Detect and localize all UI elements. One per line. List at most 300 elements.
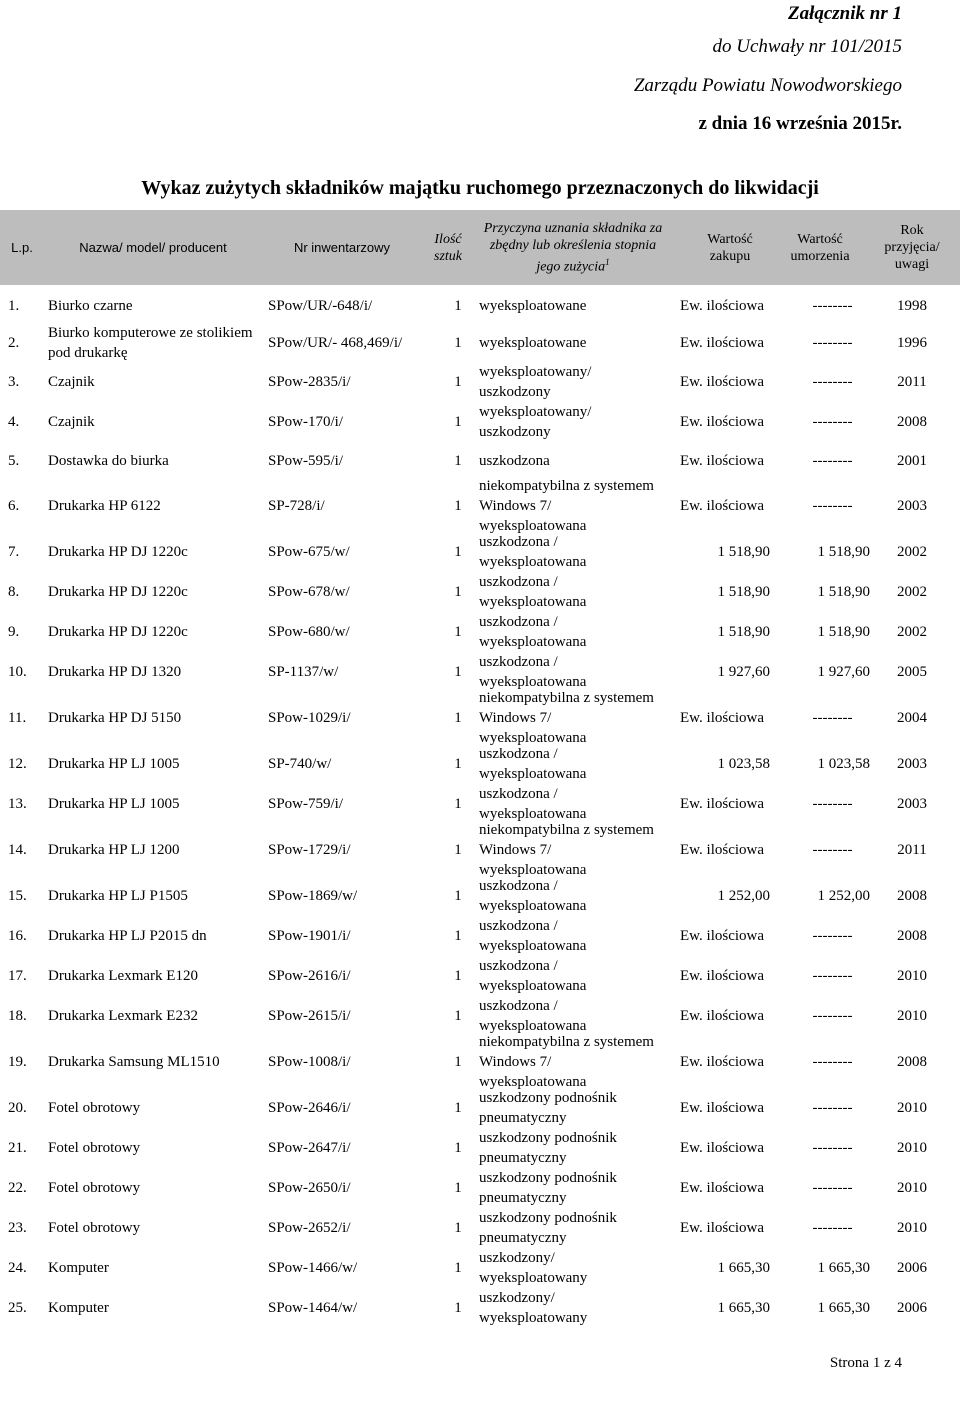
cell-reason: [479, 876, 659, 916]
cell-purchase-value-text: Ew. ilościowa: [680, 1008, 765, 1024]
cell-reason-text: wyeksploatowane: [479, 298, 587, 314]
cell-inventory-text: SPow-2650/i/: [268, 1180, 351, 1196]
cell-year: [882, 1128, 942, 1168]
resolution-number: do Uchwały nr 101/2015: [712, 36, 902, 57]
cell-lp-text: 23.: [8, 1220, 27, 1236]
table-row: [0, 996, 960, 1036]
cell-purchase-value: [680, 1168, 792, 1208]
cell-lp-text: 11.: [8, 710, 27, 726]
cell-name-text: Drukarka Lexmark E120: [48, 968, 198, 984]
cell-quantity: [448, 324, 468, 362]
cell-quantity: [448, 824, 468, 876]
table-row: [0, 916, 960, 956]
cell-year: [882, 532, 942, 572]
cell-depreciation-text: --------: [812, 298, 853, 314]
cell-purchase-value: [680, 480, 792, 532]
cell-year: [882, 692, 942, 744]
cell-purchase-value: [680, 288, 792, 324]
cell-reason: [479, 324, 659, 362]
table-row: [0, 824, 960, 876]
cell-name: [48, 1208, 258, 1248]
cell-quantity-text: 1: [454, 842, 462, 858]
cell-name: [48, 362, 258, 402]
cell-depreciation: [795, 1036, 870, 1088]
cell-year-text: 2003: [897, 756, 927, 772]
cell-lp-text: 9.: [8, 624, 20, 640]
cell-depreciation-text: --------: [812, 842, 853, 858]
table-row: [0, 288, 960, 324]
cell-lp: [8, 612, 40, 652]
cell-purchase-value: [680, 996, 792, 1036]
cell-inventory-text: SPow-2652/i/: [268, 1220, 351, 1236]
cell-depreciation-text: --------: [812, 710, 853, 726]
cell-inventory-text: SPow-675/w/: [268, 544, 350, 560]
cell-lp-text: 18.: [8, 1008, 27, 1024]
cell-lp: [8, 784, 40, 824]
cell-depreciation: [795, 362, 870, 402]
cell-depreciation-text: --------: [812, 1054, 853, 1070]
cell-inventory-text: SPow-2616/i/: [268, 968, 351, 984]
cell-inventory: [268, 1208, 448, 1248]
cell-year-text: 1998: [897, 298, 927, 314]
cell-inventory: [268, 1248, 448, 1288]
cell-lp-text: 8.: [8, 584, 20, 600]
table-row: [0, 442, 960, 480]
col-header-depreciation-label: Wartość umorzenia: [790, 231, 850, 264]
cell-inventory: [268, 288, 448, 324]
cell-depreciation-text: --------: [812, 928, 853, 944]
cell-depreciation: [795, 916, 870, 956]
table-row: [0, 532, 960, 572]
cell-year: [882, 1088, 942, 1128]
cell-inventory: [268, 324, 448, 362]
cell-reason: [479, 1088, 659, 1128]
cell-lp-text: 5.: [8, 453, 20, 469]
cell-lp-text: 1.: [8, 298, 20, 314]
cell-name: [48, 612, 258, 652]
cell-inventory: [268, 784, 448, 824]
table-row: [0, 876, 960, 916]
table-row: [0, 1036, 960, 1088]
cell-purchase-value: [680, 572, 770, 612]
cell-reason-text: uszkodzona / wyeksploatowana: [479, 878, 587, 914]
cell-depreciation: [792, 572, 870, 612]
cell-quantity: [448, 442, 468, 480]
cell-quantity-text: 1: [454, 498, 462, 514]
cell-year-text: 2010: [897, 1180, 927, 1196]
cell-inventory-text: SPow-759/i/: [268, 796, 344, 812]
cell-lp-text: 12.: [8, 756, 27, 772]
cell-lp-text: 16.: [8, 928, 27, 944]
cell-name-text: Drukarka HP DJ 1220c: [48, 624, 188, 640]
cell-depreciation: [795, 288, 870, 324]
cell-purchase-value: [680, 744, 770, 784]
cell-depreciation: [792, 1248, 870, 1288]
cell-lp: [8, 916, 40, 956]
cell-lp-text: 6.: [8, 498, 20, 514]
cell-quantity-text: 1: [454, 335, 462, 351]
cell-year-text: 2001: [897, 453, 927, 469]
cell-name-text: Drukarka HP DJ 1220c: [48, 544, 188, 560]
cell-reason-text: wyeksploatowane: [479, 335, 587, 351]
cell-year: [882, 1036, 942, 1088]
cell-depreciation: [792, 532, 870, 572]
cell-year-text: 2006: [897, 1260, 927, 1276]
cell-purchase-value: [680, 362, 792, 402]
cell-depreciation: [795, 784, 870, 824]
cell-lp: [8, 532, 40, 572]
cell-year-text: 2010: [897, 1140, 927, 1156]
cell-depreciation-text: 1 927,60: [817, 664, 870, 680]
cell-name: [48, 1248, 258, 1288]
cell-purchase-value-text: Ew. ilościowa: [680, 453, 765, 469]
table-row: [0, 1168, 960, 1208]
col-header-inventory: Nr inwentarzowy: [293, 240, 391, 255]
cell-quantity-text: 1: [454, 756, 462, 772]
cell-inventory-text: SPow-1464/w/: [268, 1300, 358, 1316]
cell-quantity-text: 1: [454, 1220, 462, 1236]
cell-purchase-value: [680, 916, 792, 956]
cell-name-text: Fotel obrotowy: [48, 1180, 141, 1196]
cell-depreciation-text: --------: [812, 414, 853, 430]
cell-quantity-text: 1: [454, 1180, 462, 1196]
cell-depreciation: [795, 402, 870, 442]
cell-lp: [8, 1088, 40, 1128]
cell-depreciation-text: 1 518,90: [817, 624, 870, 640]
cell-depreciation-text: --------: [812, 453, 853, 469]
cell-purchase-value-text: 1 023,58: [717, 756, 770, 772]
cell-purchase-value: [680, 1248, 770, 1288]
cell-lp-text: 25.: [8, 1300, 27, 1316]
cell-quantity: [448, 1036, 468, 1088]
cell-name: [48, 442, 258, 480]
cell-year: [882, 362, 942, 402]
cell-inventory-text: SPow-595/i/: [268, 453, 344, 469]
cell-depreciation: [795, 1128, 870, 1168]
table-row: [0, 784, 960, 824]
cell-depreciation: [792, 652, 870, 692]
cell-purchase-value-text: 1 665,30: [717, 1260, 770, 1276]
cell-year-text: 2011: [897, 374, 927, 390]
cell-reason: [479, 1208, 659, 1248]
cell-reason: [479, 572, 659, 612]
cell-reason-text: uszkodzony/ wyeksploatowany: [479, 1250, 588, 1286]
cell-reason: [479, 1248, 659, 1288]
cell-name-text: Drukarka HP LJ 1005: [48, 756, 180, 772]
cell-purchase-value-text: Ew. ilościowa: [680, 498, 765, 514]
cell-name-text: Drukarka HP DJ 5150: [48, 710, 182, 726]
cell-name: [48, 480, 258, 532]
cell-depreciation: [795, 956, 870, 996]
cell-lp: [8, 956, 40, 996]
cell-year: [882, 1208, 942, 1248]
attachment-header: [482, 0, 902, 143]
cell-reason-text: niekompatybilna z systemem Windows 7/ wyeksploatowana: [479, 1034, 654, 1090]
cell-quantity-text: 1: [454, 710, 462, 726]
cell-name: [48, 288, 258, 324]
cell-reason: [479, 956, 659, 996]
cell-purchase-value-text: Ew. ilościowa: [680, 1180, 765, 1196]
cell-reason: [479, 402, 659, 442]
cell-depreciation: [795, 692, 870, 744]
cell-purchase-value: [680, 652, 770, 692]
cell-year: [882, 288, 942, 324]
cell-purchase-value-text: Ew. ilościowa: [680, 1054, 765, 1070]
cell-purchase-value-text: Ew. ilościowa: [680, 1100, 765, 1116]
cell-reason: [479, 996, 659, 1036]
cell-year: [882, 956, 942, 996]
table-row: [0, 362, 960, 402]
cell-depreciation-text: --------: [812, 1100, 853, 1116]
cell-year: [882, 824, 942, 876]
cell-reason: [479, 1128, 659, 1168]
cell-name: [48, 324, 258, 362]
cell-lp: [8, 652, 40, 692]
cell-name-text: Drukarka HP LJ P1505: [48, 888, 188, 904]
cell-purchase-value-text: Ew. ilościowa: [680, 1140, 765, 1156]
cell-inventory-text: SPow-2615/i/: [268, 1008, 351, 1024]
cell-purchase-value: [680, 532, 770, 572]
cell-year-text: 2008: [897, 888, 927, 904]
cell-year-text: 2010: [897, 1100, 927, 1116]
cell-name-text: Komputer: [48, 1260, 109, 1276]
cell-reason: [479, 532, 659, 572]
cell-inventory: [268, 744, 448, 784]
cell-lp: [8, 824, 40, 876]
cell-year-text: 1996: [897, 335, 927, 351]
cell-year: [882, 996, 942, 1036]
cell-reason: [479, 1168, 659, 1208]
cell-year-text: 2002: [897, 584, 927, 600]
cell-lp-text: 10.: [8, 664, 27, 680]
cell-lp-text: 17.: [8, 968, 27, 984]
cell-quantity: [448, 956, 468, 996]
cell-quantity-text: 1: [454, 1008, 462, 1024]
cell-name-text: Czajnik: [48, 374, 95, 390]
cell-depreciation: [792, 876, 870, 916]
cell-quantity-text: 1: [454, 1054, 462, 1070]
cell-lp-text: 3.: [8, 374, 20, 390]
cell-reason: [479, 1036, 659, 1088]
cell-purchase-value: [680, 692, 792, 744]
cell-inventory-text: SP-728/i/: [268, 498, 325, 514]
cell-lp: [8, 480, 40, 532]
cell-depreciation-text: --------: [812, 1220, 853, 1236]
cell-purchase-value: [680, 1288, 770, 1328]
cell-purchase-value-text: 1 518,90: [717, 544, 770, 560]
cell-inventory-text: SPow-1869/w/: [268, 888, 358, 904]
cell-quantity-text: 1: [454, 888, 462, 904]
cell-inventory: [268, 402, 448, 442]
cell-inventory: [268, 956, 448, 996]
cell-year-text: 2003: [897, 796, 927, 812]
cell-quantity: [448, 916, 468, 956]
cell-year-text: 2004: [897, 710, 927, 726]
cell-year: [882, 1288, 942, 1328]
cell-quantity: [448, 1288, 468, 1328]
table-row: [0, 692, 960, 744]
cell-inventory: [268, 1288, 448, 1328]
cell-purchase-value: [680, 612, 770, 652]
cell-purchase-value: [680, 1208, 792, 1248]
col-header-depreciation: [780, 210, 860, 285]
cell-depreciation-text: 1 518,90: [817, 544, 870, 560]
cell-inventory-text: SP-740/w/: [268, 756, 332, 772]
table-row: [0, 744, 960, 784]
cell-depreciation-text: --------: [812, 1008, 853, 1024]
page-number: Strona 1 z 4: [829, 1355, 902, 1371]
cell-purchase-value: [680, 324, 792, 362]
cell-lp-text: 2.: [8, 335, 20, 351]
cell-purchase-value: [680, 442, 792, 480]
cell-lp: [8, 1288, 40, 1328]
cell-quantity: [448, 532, 468, 572]
cell-lp: [8, 996, 40, 1036]
col-header-year: [872, 210, 952, 285]
cell-inventory-text: SPow-170/i/: [268, 414, 344, 430]
cell-lp: [8, 1248, 40, 1288]
items-table: [0, 288, 960, 1328]
table-row: [0, 1088, 960, 1128]
cell-quantity-text: 1: [454, 1100, 462, 1116]
cell-year: [882, 324, 942, 362]
cell-reason-text: niekompatybilna z systemem Windows 7/ wyeksploatowana: [479, 478, 654, 534]
cell-quantity: [448, 784, 468, 824]
cell-reason-text: wyeksploatowany/ uszkodzony: [479, 404, 592, 440]
cell-name: [48, 652, 258, 692]
col-header-quantity: [424, 210, 472, 285]
cell-purchase-value-text: 1 518,90: [717, 624, 770, 640]
cell-lp: [8, 362, 40, 402]
cell-year-text: 2006: [897, 1300, 927, 1316]
table-row: [0, 956, 960, 996]
cell-inventory: [268, 362, 448, 402]
cell-year: [882, 402, 942, 442]
cell-name-text: Fotel obrotowy: [48, 1100, 141, 1116]
cell-reason: [479, 692, 659, 744]
cell-inventory: [268, 1168, 448, 1208]
cell-reason: [479, 824, 659, 876]
cell-name-text: Drukarka HP DJ 1220c: [48, 584, 188, 600]
cell-year: [882, 744, 942, 784]
cell-quantity: [448, 1168, 468, 1208]
cell-inventory-text: SPow-2647/i/: [268, 1140, 351, 1156]
cell-lp: [8, 402, 40, 442]
cell-name: [48, 824, 258, 876]
table-row: [0, 652, 960, 692]
cell-inventory: [268, 824, 448, 876]
cell-name-text: Drukarka HP LJ 1200: [48, 842, 180, 858]
cell-inventory: [268, 692, 448, 744]
cell-lp-text: 15.: [8, 888, 27, 904]
cell-name: [48, 996, 258, 1036]
table-row: [0, 402, 960, 442]
cell-inventory-text: SPow-1029/i/: [268, 710, 351, 726]
cell-purchase-value-text: Ew. ilościowa: [680, 298, 765, 314]
cell-year-text: 2008: [897, 1054, 927, 1070]
cell-quantity-text: 1: [454, 298, 462, 314]
cell-inventory: [268, 652, 448, 692]
cell-reason-text: uszkodzona / wyeksploatowana: [479, 958, 587, 994]
cell-name-text: Biurko komputerowe ze stolikiem pod drukarkę: [48, 325, 253, 361]
cell-depreciation-text: 1 665,30: [817, 1260, 870, 1276]
cell-quantity: [448, 876, 468, 916]
cell-reason: [479, 784, 659, 824]
cell-name: [48, 1036, 258, 1088]
cell-name-text: Biurko czarne: [48, 298, 133, 314]
cell-year-text: 2010: [897, 1008, 927, 1024]
cell-depreciation-text: 1 518,90: [817, 584, 870, 600]
cell-inventory: [268, 442, 448, 480]
cell-year: [882, 1248, 942, 1288]
cell-quantity-text: 1: [454, 624, 462, 640]
cell-lp: [8, 744, 40, 784]
cell-quantity-text: 1: [454, 1140, 462, 1156]
table-row: [0, 572, 960, 612]
cell-quantity-text: 1: [454, 453, 462, 469]
cell-depreciation-text: --------: [812, 335, 853, 351]
col-header-year-label: Rok przyjęcia/ uwagi: [884, 223, 940, 272]
cell-purchase-value-text: Ew. ilościowa: [680, 414, 765, 430]
cell-reason-text: wyeksploatowany/ uszkodzony: [479, 364, 592, 400]
footnote-marker: 1: [605, 256, 610, 267]
cell-quantity-text: 1: [454, 1300, 462, 1316]
cell-year: [882, 784, 942, 824]
cell-lp-text: 7.: [8, 544, 20, 560]
cell-lp: [8, 1208, 40, 1248]
attachment-title: Załącznik nr 1: [787, 3, 902, 24]
cell-depreciation-text: 1 023,58: [817, 756, 870, 772]
cell-year: [882, 916, 942, 956]
cell-inventory: [268, 572, 448, 612]
table-row: [0, 480, 960, 532]
cell-depreciation: [795, 1088, 870, 1128]
cell-depreciation: [795, 824, 870, 876]
col-header-purchase-label: Wartość zakupu: [707, 231, 753, 264]
cell-purchase-value: [680, 1128, 792, 1168]
cell-year-text: 2005: [897, 664, 927, 680]
cell-reason: [479, 442, 659, 480]
cell-reason-text: uszkodzona / wyeksploatowana: [479, 998, 587, 1034]
cell-inventory: [268, 1036, 448, 1088]
cell-reason-text: uszkodzona / wyeksploatowana: [479, 746, 587, 782]
cell-purchase-value-text: Ew. ilościowa: [680, 710, 765, 726]
cell-quantity: [448, 288, 468, 324]
cell-name-text: Drukarka HP LJ 1005: [48, 796, 180, 812]
cell-lp: [8, 324, 40, 362]
cell-quantity-text: 1: [454, 414, 462, 430]
cell-lp: [8, 876, 40, 916]
cell-reason-text: niekompatybilna z systemem Windows 7/ wyeksploatowana: [479, 690, 654, 746]
cell-reason: [479, 480, 659, 532]
cell-depreciation: [795, 996, 870, 1036]
cell-lp-text: 21.: [8, 1140, 27, 1156]
cell-depreciation-text: 1 252,00: [817, 888, 870, 904]
cell-name: [48, 876, 258, 916]
cell-name: [48, 1128, 258, 1168]
cell-quantity: [448, 1208, 468, 1248]
cell-purchase-value: [680, 402, 792, 442]
cell-purchase-value-text: 1 927,60: [717, 664, 770, 680]
cell-inventory-text: SPow-680/w/: [268, 624, 350, 640]
cell-year-text: 2011: [897, 842, 927, 858]
cell-purchase-value-text: Ew. ilościowa: [680, 374, 765, 390]
cell-depreciation-text: --------: [812, 1140, 853, 1156]
cell-lp-text: 13.: [8, 796, 27, 812]
cell-inventory-text: SPow/UR/-648/i/: [268, 298, 373, 314]
cell-reason: [479, 652, 659, 692]
col-header-lp: L.p.: [11, 240, 33, 255]
